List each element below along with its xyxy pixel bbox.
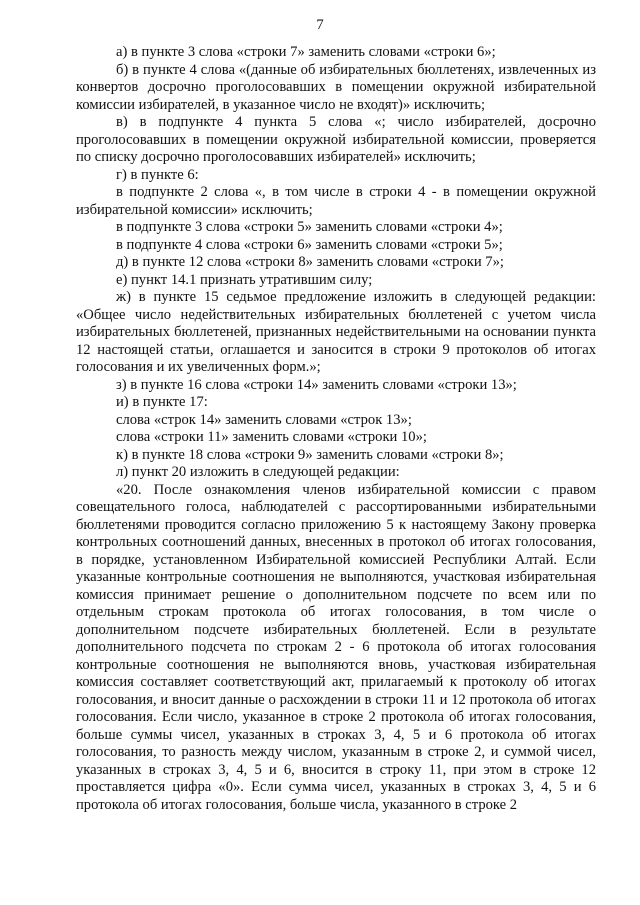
page-number: 7 — [316, 17, 324, 33]
document-body — [76, 44, 596, 814]
paragraph-i-item-1: слова «строк 14» заменить словами «строк 13»; — [116, 411, 412, 428]
paragraph-zh: ж) в пункте 15 седьмое предложение изложить в следующей редакции: «Общее число недействительных избирательных бюллетеней с учетом числа избирательных бюллетеней, признанных недействительными на основании пункта 12 настоящей статьи, оглашается и заносится в строки 9 протоколов об итогах голосования и их увеличенных форм.»; — [76, 289, 596, 375]
paragraph-l: л) пункт 20 изложить в следующей редакции: — [116, 464, 400, 480]
paragraph-d: д) в пункте 12 слова «строки 8» заменить словами «строки 7»; — [116, 254, 504, 270]
paragraph-v: в) в подпункте 4 пункта 5 слова «; число избирателей, досрочно проголосовавших в помещении окружной избирательной комиссии, проверяется по списку досрочно проголосовавших избирателей» исключить; — [76, 114, 596, 165]
paragraph-i-item-2: слова «строки 11» заменить словами «строки 10»; — [116, 429, 427, 445]
paragraph-g-subpoint-4: в подпункте 4 слова «строки 6» заменить словами «строки 5»; — [116, 236, 503, 253]
paragraph-g: г) в пункте 6: — [116, 166, 199, 183]
paragraph-g-subpoint-2: в подпункте 2 слова «, в том числе в строки 4 - в помещении окружной избирательной комиссии» исключить; — [76, 184, 596, 218]
paragraph-b: б) в пункте 4 слова «(данные об избирательных бюллетенях, извлеченных из конвертов досрочно проголосовавших в помещении окружной избирательной комиссии избирателей, в указанное число не входят)» исключить; — [76, 61, 596, 113]
paragraph-g-subpoint-3: в подпункте 3 слова «строки 5» заменить словами «строки 4»; — [116, 219, 503, 235]
paragraph-a: а) в пункте 3 слова «строки 7» заменить словами «строки 6»; — [116, 44, 496, 60]
paragraph-k: к) в пункте 18 слова «строки 9» заменить словами «строки 8»; — [116, 446, 504, 463]
paragraph-z: з) в пункте 16 слова «строки 14» заменить словами «строки 13»; — [116, 376, 517, 393]
paragraph-e: е) пункт 14.1 признать утратившим силу; — [116, 271, 373, 288]
paragraph-point-20: «20. После ознакомления членов избирательной комиссии с правом совещательного голоса, наблюдателей с рассортированными избирательными бюллетенями проводится согласно приложению 5 к настоящему Закону проверка контрольных соотношений данных, внесенных в протокол об итогах голосования, в порядке, установленном Избирательной комиссией Республики Алтай. Если указанные контрольные соотношения не выполняются, участковая избирательная комиссия принимает решение о дополнительном подсчете по всем или по отдельным строкам протокола об итогах голосования, в том числе о дополнительном подсчете избирательных бюллетеней. Если в результате дополнительного подсчета по строкам 2 - 6 протокола об итогах голосования контрольные соотношения не выполняются вновь, участковая избирательная комиссия составляет соответствующий акт, прилагаемый к протоколу об итогах голосования, и вносит данные о расхождении в строки 11 и 12 протокола об итогах голосования. Если число, указанное в строке 2 протокола об итогах голосования, больше суммы чисел, указанных в строках 3, 4, 5 и 6 протокола об итогах голосования, то разность между числом, указанным в строке 2, и суммой чисел, указанных в строках 3, 4, 5 и 6, вносится в строку 11, при этом в строке 12 проставляется цифра «0». Если сумма чисел, указанных в строках 3, 4, 5 и 6 протокола об итогах голосования, больше числа, указанного в строке 2 — [76, 481, 596, 813]
paragraph-i: и) в пункте 17: — [116, 394, 208, 410]
